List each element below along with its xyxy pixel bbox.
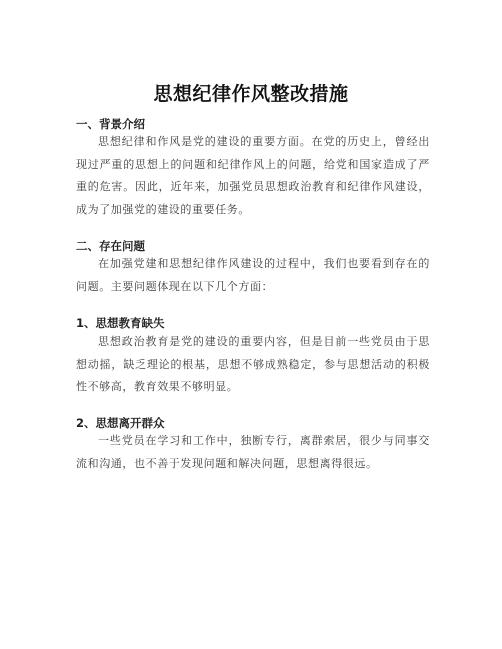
section-paragraph-problems: 在加强党建和思想纪律作风建设的过程中，我们也要看到存在的问题。主要问题体现在以下几个方面： (76, 257, 430, 293)
document-title: 思想纪律作风整改措施 (153, 83, 349, 105)
section-heading-away-from-masses: 2、思想离开群众 (76, 416, 165, 430)
section-paragraph-background: 思想纪律和作风是党的建设的重要方面。在党的历史上，曾经出现过严重的思想上的问题和纪律作风上的问题，给党和国家造成了严重的危害。因此，近年来，加强党员思想政治教育和纪律作风建设，成为了加强党的建设的重要任务。 (76, 135, 430, 216)
section-heading-background: 一、背景介绍 (76, 117, 145, 131)
section-paragraph-away-from-masses: 一些党员在学习和工作中，独断专行，离群索居，很少与同事交流和沟通，也不善于发现问题和解决问题，思想离得很远。 (76, 434, 430, 470)
section-paragraph-education-lacking: 思想政治教育是党的建设的重要内容，但是目前一些党员由于思想动摇，缺乏理论的根基，思想不够成熟稳定，参与思想活动的积极性不够高，教育效果不够明显。 (76, 335, 430, 393)
section-heading-problems: 二、存在问题 (76, 239, 145, 253)
section-heading-education-lacking: 1、思想教育缺失 (76, 316, 165, 330)
